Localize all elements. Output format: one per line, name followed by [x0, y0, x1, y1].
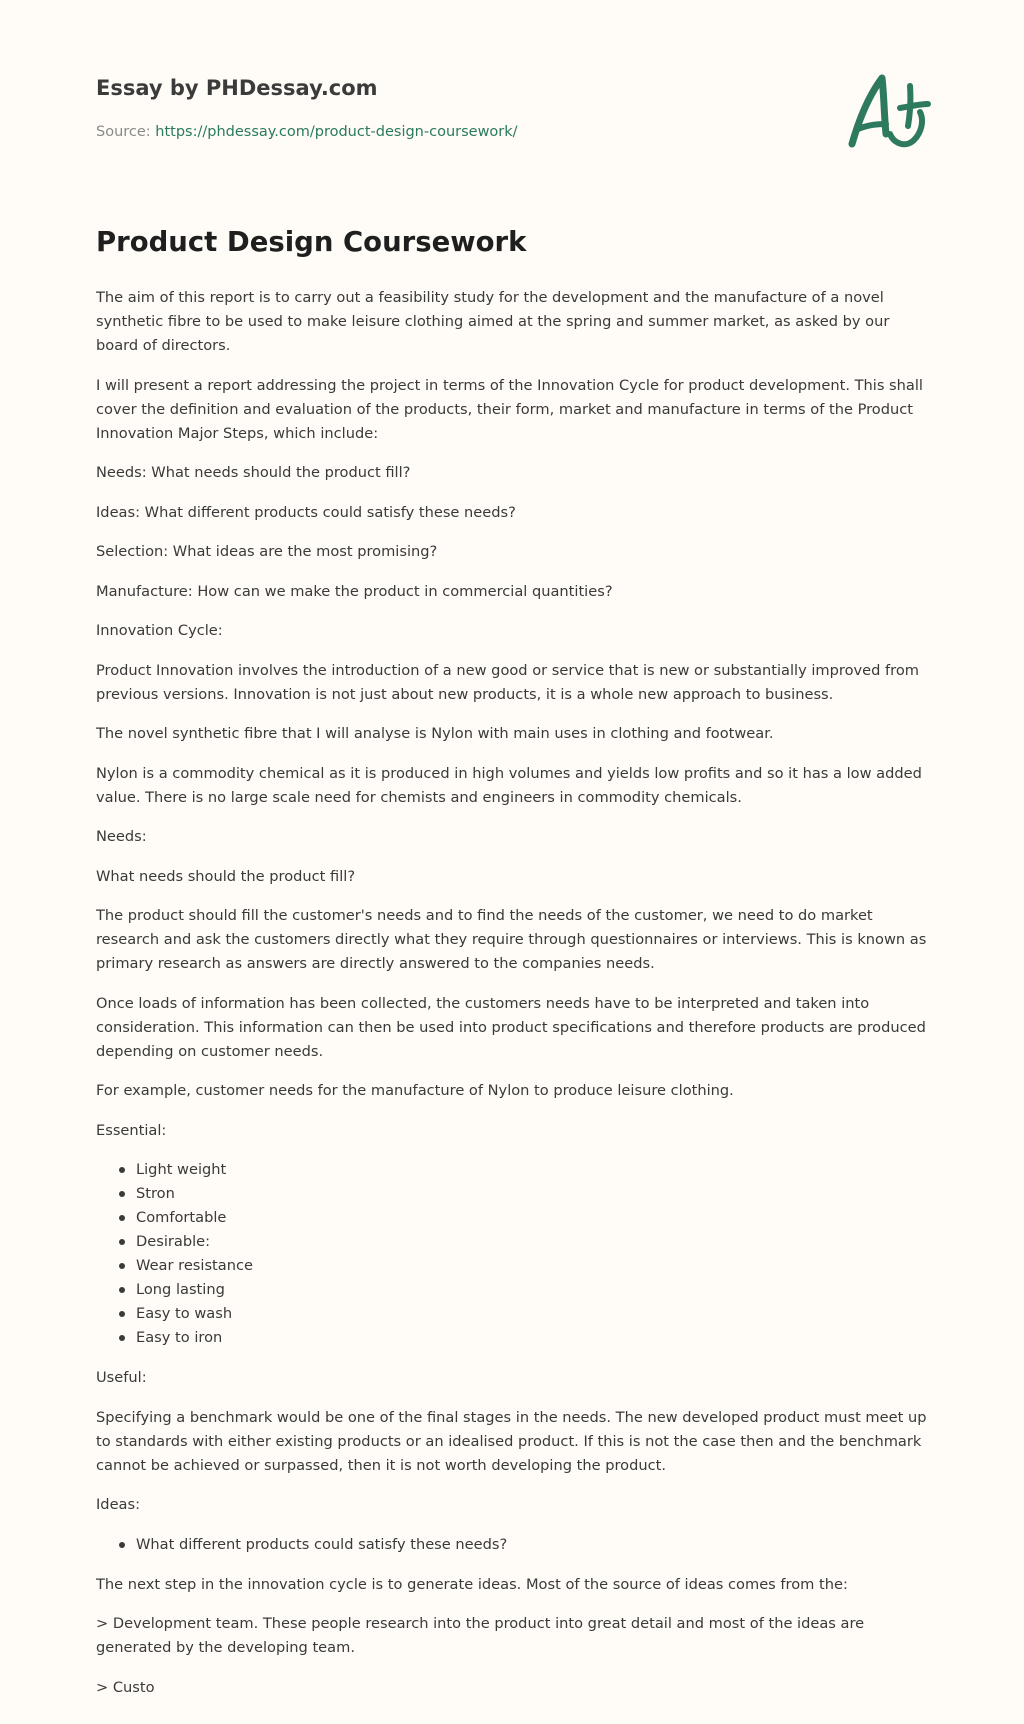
source-line	[96, 124, 518, 140]
paragraph: Product Innovation involves the introduction of a new good or service that is new or substantially improved from previous versions. Innovation is not just about new products, it is a whole new approach to business.	[96, 661, 919, 703]
paragraph: Innovation Cycle:	[96, 622, 223, 639]
paragraph: Ideas: What different products could satisfy these needs?	[96, 503, 516, 521]
paragraph: Selection: What ideas are the most promising?	[96, 543, 438, 560]
list-item: Wear resistance	[136, 1254, 928, 1278]
essay-section-ideas	[96, 1573, 928, 1700]
list-item: Light weight	[136, 1158, 928, 1182]
paragraph: Manufacture: How can we make the product in commercial quantities?	[96, 582, 613, 600]
source-link[interactable]: https://phdessay.com/product-design-coursework/	[155, 124, 518, 140]
list-item: What different products could satisfy these needs?	[136, 1533, 928, 1557]
paragraph: For example, customer needs for the manufacture of Nylon to produce leisure clothing.	[96, 1082, 734, 1099]
paragraph: The aim of this report is to carry out a feasibility study for the development and the manufacture of a novel synthetic fibre to be used to make leisure clothing aimed at the spring and summer market, as asked by our board of directors.	[96, 289, 890, 354]
list-item: Long lasting	[136, 1278, 928, 1302]
essay-title: Product Design Coursework	[96, 226, 527, 258]
paragraph: Ideas:	[96, 1496, 141, 1513]
paragraph: Specifying a benchmark would be one of the final stages in the needs. The new developed product must meet up to standards with either existing products or an idealised product. If this is not the case then and the benchmark cannot be achieved or surpassed, then it is not worth developing the product.	[96, 1408, 927, 1474]
paragraph: > Development team. These people research into the product into great detail and most of the ideas are generated by the developing team.	[96, 1615, 865, 1656]
list-item: Comfortable	[136, 1206, 928, 1230]
source-label: Source:	[96, 124, 151, 140]
essay-body	[96, 286, 928, 1715]
ideas-list	[96, 1533, 928, 1557]
brand-title: Essay by PHDessay.com	[96, 76, 378, 100]
paragraph: What needs should the product fill?	[96, 867, 356, 885]
list-item: Easy to wash	[136, 1302, 928, 1326]
list-item: Desirable:	[136, 1230, 928, 1254]
paragraph: > Custo	[96, 1678, 155, 1696]
document-header	[96, 0, 928, 258]
paragraph: Needs: What needs should the product fill?	[96, 464, 411, 481]
paragraph: Essential:	[96, 1121, 167, 1139]
paragraph: The novel synthetic fibre that I will analyse is Nylon with main uses in clothing and footwear.	[96, 725, 774, 742]
document-page	[96, 0, 928, 1696]
paragraph: Once loads of information has been collected, the customers needs have to be interpreted and taken into consideration. This information can then be used into product specifications and therefore products are produced depending on customer needs.	[96, 994, 926, 1060]
list-item: Stron	[136, 1182, 928, 1206]
a-plus-logo-icon	[824, 64, 934, 172]
essay-section-intro	[96, 286, 928, 1143]
paragraph: Needs:	[96, 828, 147, 845]
paragraph: Nylon is a commodity chemical as it is produced in high volumes and yields low profits and so it has a low added value. There is no large scale need for chemists and engineers in commodity chemicals.	[96, 764, 922, 806]
paragraph: Useful:	[96, 1369, 147, 1386]
paragraph: The next step in the innovation cycle is to generate ideas. Most of the source of ideas comes from the:	[96, 1575, 848, 1593]
essay-section-useful	[96, 1366, 928, 1517]
paragraph: I will present a report addressing the project in terms of the Innovation Cycle for product development. This shall cover the definition and evaluation of the products, their form, market and manufacture in terms of the Product Innovation Major Steps, which include:	[96, 376, 923, 442]
list-item: Easy to iron	[136, 1326, 928, 1350]
paragraph: The product should fill the customer's needs and to find the needs of the customer, we need to do market research and ask the customers directly what they require through questionnaires or interviews. This is known as primary research as answers are directly answered to the companies needs.	[96, 907, 927, 972]
essential-needs-list	[96, 1158, 928, 1350]
